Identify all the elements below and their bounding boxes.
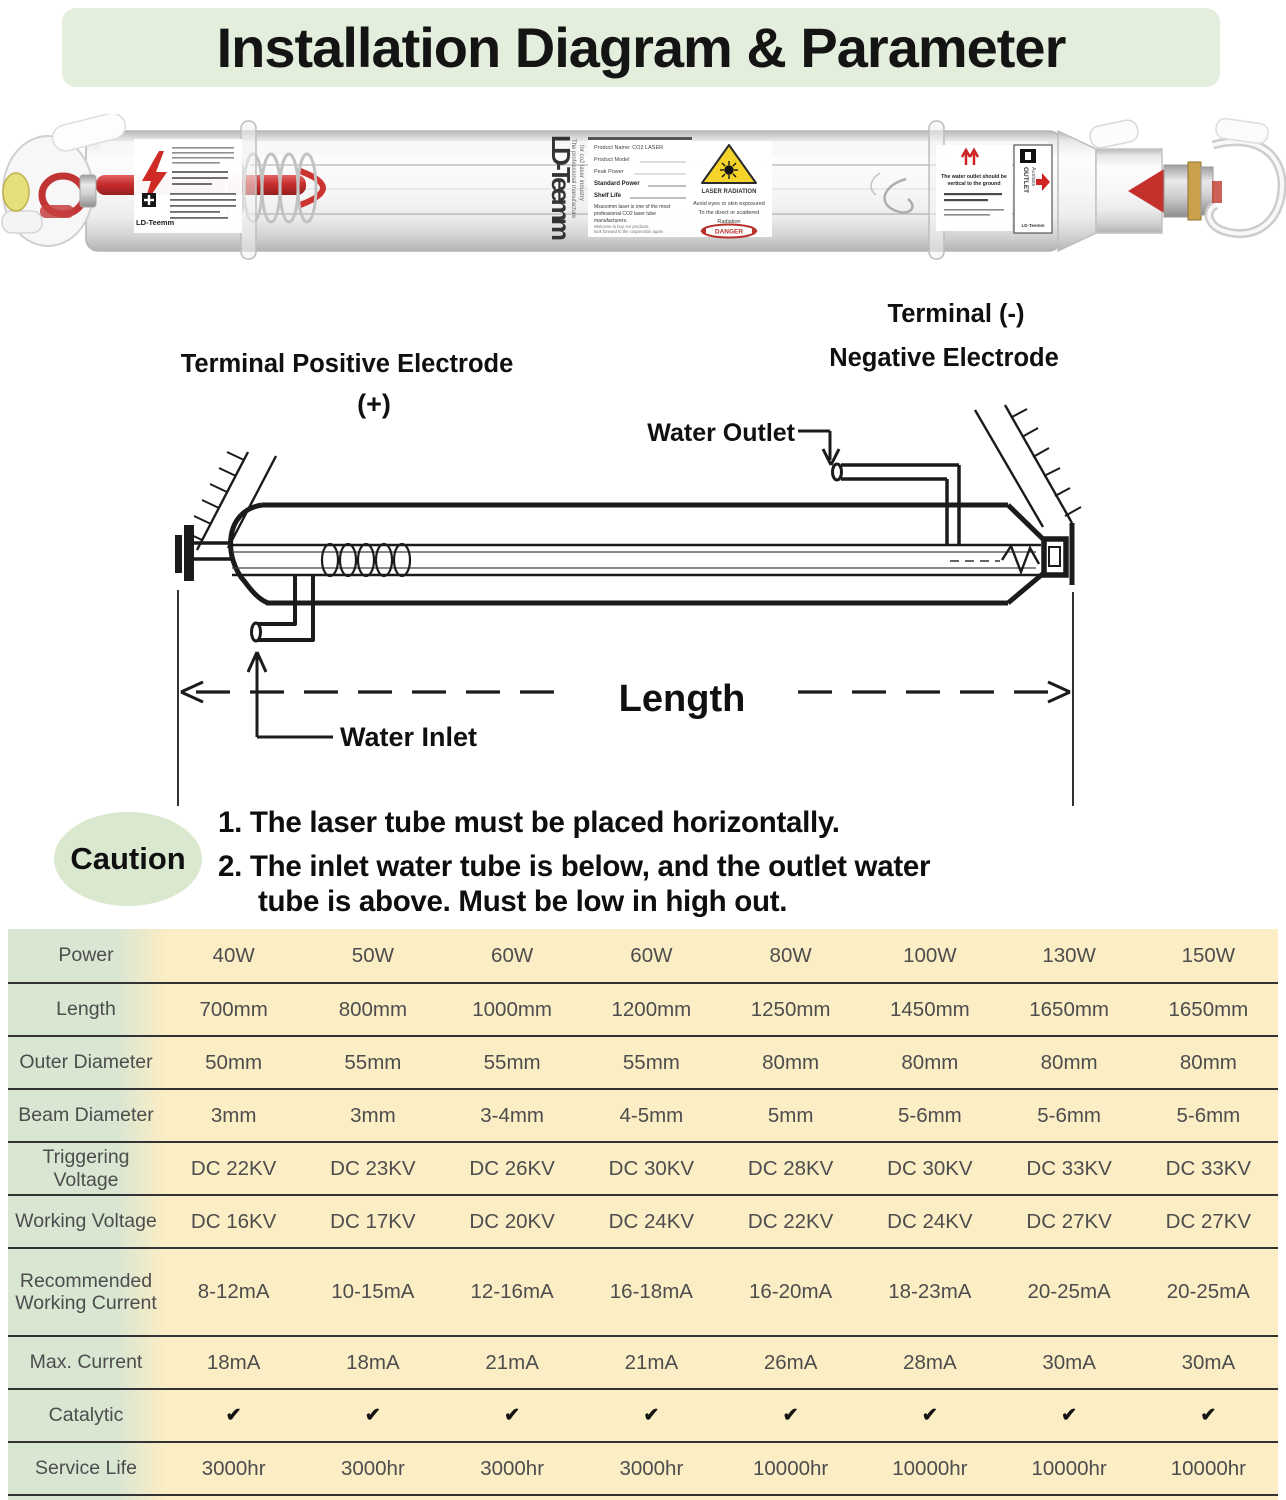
check-cell: ✔ (443, 1390, 582, 1441)
value-cell: DC 27KV (1139, 1196, 1278, 1247)
value-cell: 55mm (582, 1037, 721, 1088)
laser-tube-photo (0, 114, 1286, 266)
check-cell: ✔ (1139, 1390, 1278, 1441)
value-cell: 18mA (164, 1337, 303, 1388)
product-model: Product Model (594, 157, 630, 163)
value-cell: 80W (721, 929, 860, 982)
value-cell: 20-25mA (1139, 1249, 1278, 1335)
warning-line: Radiation (717, 219, 741, 225)
company-blurb: Mssoomm laser is one of the most (594, 204, 671, 210)
value-cell: 80mm (860, 1037, 999, 1088)
parameter-table (8, 929, 1278, 1500)
value-cell: 80mm (1000, 1037, 1139, 1088)
value-cell: DC 28KV (721, 1143, 860, 1194)
value-cell: 3000hr (164, 1443, 303, 1494)
table-row (8, 1441, 1278, 1494)
value-cell: 130W (1000, 929, 1139, 982)
table-row (8, 982, 1278, 1035)
value-cell: 5-6mm (860, 1090, 999, 1141)
value-cell: 21mA (443, 1337, 582, 1388)
value-cell: 1250mm (721, 984, 860, 1035)
value-cell: 700mm (164, 984, 303, 1035)
row-label: Service Life (8, 1443, 164, 1494)
value-cell: 55mm (443, 1037, 582, 1088)
value-cell: 10000hr (721, 1443, 860, 1494)
value-cell: DC 17KV (303, 1196, 442, 1247)
value-cell: DC 22KV (721, 1196, 860, 1247)
label-negative-electrode: Negative Electrode (829, 344, 1059, 372)
company-blurb: Welcome to buy our products, (594, 224, 650, 229)
left-terminal-connector (175, 525, 232, 581)
value-cell: 1200mm (582, 984, 721, 1035)
value-cell: 10000hr (1000, 1443, 1139, 1494)
check-cell: ✔ (721, 1390, 860, 1441)
spec-form-label (588, 137, 692, 237)
value-cell: DC 16KV (164, 1196, 303, 1247)
caution-note-2a: 2. The inlet water tube is below, and the outlet water (218, 850, 931, 883)
value-cell: 18-23mA (860, 1249, 999, 1335)
value-cell: 60W (582, 929, 721, 982)
brand-tiny: LD-Teemm (1021, 223, 1045, 228)
company-blurb: professional CO2 laser tube (594, 211, 656, 217)
value-cell: 18mA (303, 1337, 442, 1388)
value-cell: 30mA (1139, 1337, 1278, 1388)
table-row (8, 1088, 1278, 1141)
value-cell: 1000mm (443, 984, 582, 1035)
outlet-note-line: vertical to the ground (947, 181, 1001, 187)
value-cell: 26mA (721, 1337, 860, 1388)
outlet-note-line: The water outlet should be (941, 174, 1007, 180)
value-cell: 3mm (303, 1090, 442, 1141)
value-cell: DC 30KV (582, 1143, 721, 1194)
value-cell: 3000hr (582, 1443, 721, 1494)
brand-tagline-1: The professional manufacture (570, 139, 576, 219)
value-cell: DC 33KV (1000, 1143, 1139, 1194)
value-cell: DC 26KV (443, 1143, 582, 1194)
brand-tagline-2: for co2 laser industry (578, 145, 584, 201)
page-title: Installation Diagram & Parameter (216, 16, 1066, 79)
value-cell: 3-4mm (443, 1090, 582, 1141)
row-label: Catalytic (8, 1390, 164, 1441)
title-banner (62, 8, 1220, 87)
value-cell: DC 23KV (303, 1143, 442, 1194)
value-cell: 12-16mA (443, 1249, 582, 1335)
table-row (8, 1194, 1278, 1247)
row-label: Outer Diameter (8, 1037, 164, 1088)
caution-label: Caution (70, 841, 186, 876)
product-name: Product Name: CO2 LASER (594, 145, 664, 151)
value-cell: DC 30KV (860, 1143, 999, 1194)
check-cell: ✔ (582, 1390, 721, 1441)
value-cell: 80mm (1139, 1037, 1278, 1088)
check-cell: ✔ (164, 1390, 303, 1441)
value-cell: 10-15mA (303, 1249, 442, 1335)
standard-power: Standard Power (594, 181, 640, 187)
value-cell: 40W (164, 929, 303, 982)
table-row (8, 1035, 1278, 1088)
label-water-outlet: Water Outlet (647, 419, 795, 447)
row-label: Working Voltage (8, 1196, 164, 1247)
tube-brand-vertical: LD-Teemm (546, 135, 576, 241)
label-positive-sign: (+) (357, 389, 391, 419)
value-cell: 100W (860, 929, 999, 982)
label-water-inlet: Water Inlet (340, 722, 478, 752)
company-blurb: manufacturers. (594, 218, 628, 224)
value-cell: 150W (1139, 929, 1278, 982)
value-cell: 21mA (582, 1337, 721, 1388)
company-blurb: look forward to the cooperation again (594, 229, 663, 234)
row-label: Power (8, 929, 164, 982)
right-terminal-connector (1044, 523, 1072, 585)
row-label: Recommended Working Current (8, 1249, 164, 1335)
warning-line: To the direct or scattered (698, 210, 760, 216)
glass-joint-ring (241, 121, 256, 259)
outlet-instruction-label (936, 145, 1012, 231)
value-cell: 3000hr (303, 1443, 442, 1494)
value-cell: 10000hr (860, 1443, 999, 1494)
value-cell: 80mm (721, 1037, 860, 1088)
cross-icon (142, 193, 156, 207)
value-cell: 3mm (164, 1090, 303, 1141)
value-cell: DC 27KV (1000, 1196, 1139, 1247)
value-cell: 1650mm (1139, 984, 1278, 1035)
danger-badge: DANGER (714, 228, 744, 236)
laser-burst-icon (720, 161, 738, 179)
value-cell: 5mm (721, 1090, 860, 1141)
check-cell: ✔ (1000, 1390, 1139, 1441)
shelf-life: Shelf Life (594, 193, 622, 199)
value-cell: 1650mm (1000, 984, 1139, 1035)
table-row (8, 1335, 1278, 1388)
label-length: Length (618, 678, 746, 720)
value-cell: DC 20KV (443, 1196, 582, 1247)
value-cell: 800mm (303, 984, 442, 1035)
table-row (8, 1141, 1278, 1194)
table-row (8, 1247, 1278, 1335)
diagram-spring-coil (322, 544, 410, 576)
value-cell: 4-5mm (582, 1090, 721, 1141)
value-cell: 3000hr (443, 1443, 582, 1494)
value-cell: DC 22KV (164, 1143, 303, 1194)
check-cell: ✔ (860, 1390, 999, 1441)
row-label: Triggering Voltage (8, 1143, 164, 1194)
laser-radiation-label (686, 141, 772, 238)
water-inlet-pipe (252, 575, 314, 641)
value-cell: 5-6mm (1000, 1090, 1139, 1141)
value-cell: 16-18mA (582, 1249, 721, 1335)
value-cell: 16-20mA (721, 1249, 860, 1335)
value-cell: 8-12mA (164, 1249, 303, 1335)
warning-line: Avoid eyes or skin exposured (693, 201, 765, 207)
auslass-text: Auslass (1030, 167, 1036, 187)
value-cell: 5-6mm (1139, 1090, 1278, 1141)
warning-title: LASER RADIATION (701, 189, 757, 195)
table-row (8, 929, 1278, 982)
tube-shell (231, 505, 1045, 603)
value-cell: 50W (303, 929, 442, 982)
check-cell: ✔ (303, 1390, 442, 1441)
value-cell: 50mm (164, 1037, 303, 1088)
value-cell: DC 33KV (1139, 1143, 1278, 1194)
table-row (8, 1388, 1278, 1441)
value-cell: 30mA (1000, 1337, 1139, 1388)
value-cell: 55mm (303, 1037, 442, 1088)
row-label: Max. Current (8, 1337, 164, 1388)
high-voltage-label (134, 139, 242, 233)
value-cell: 10000hr (1139, 1443, 1278, 1494)
value-cell: DC 24KV (582, 1196, 721, 1247)
label-terminal-negative: Terminal (-) (887, 300, 1025, 328)
brand-small: LD-Teemm (136, 218, 175, 227)
value-cell: 28mA (860, 1337, 999, 1388)
output-lens (3, 173, 29, 211)
caution-note-1: 1. The laser tube must be placed horizontally. (218, 806, 840, 839)
value-cell: 20-25mA (1000, 1249, 1139, 1335)
negative-electrode-wire (975, 405, 1081, 527)
water-outlet-leader (798, 431, 839, 465)
row-label: Length (8, 984, 164, 1035)
table-row-cutoff (8, 1494, 1278, 1500)
water-inlet-callout (248, 652, 333, 737)
installation-diagram (0, 280, 1286, 810)
caution-badge (54, 812, 202, 906)
peak-power: Peak Power (594, 169, 624, 175)
row-label: Beam Diameter (8, 1090, 164, 1141)
label-terminal-positive: Terminal Positive Electrode (180, 350, 514, 378)
outlet-band-label (1014, 145, 1052, 233)
value-cell: 60W (443, 929, 582, 982)
value-cell: 1450mm (860, 984, 999, 1035)
caution-note-2b: tube is above. Must be low in high out. (258, 885, 788, 918)
outlet-text: OUTLET (1022, 167, 1029, 193)
right-end-connector (1058, 117, 1282, 251)
value-cell: DC 24KV (860, 1196, 999, 1247)
